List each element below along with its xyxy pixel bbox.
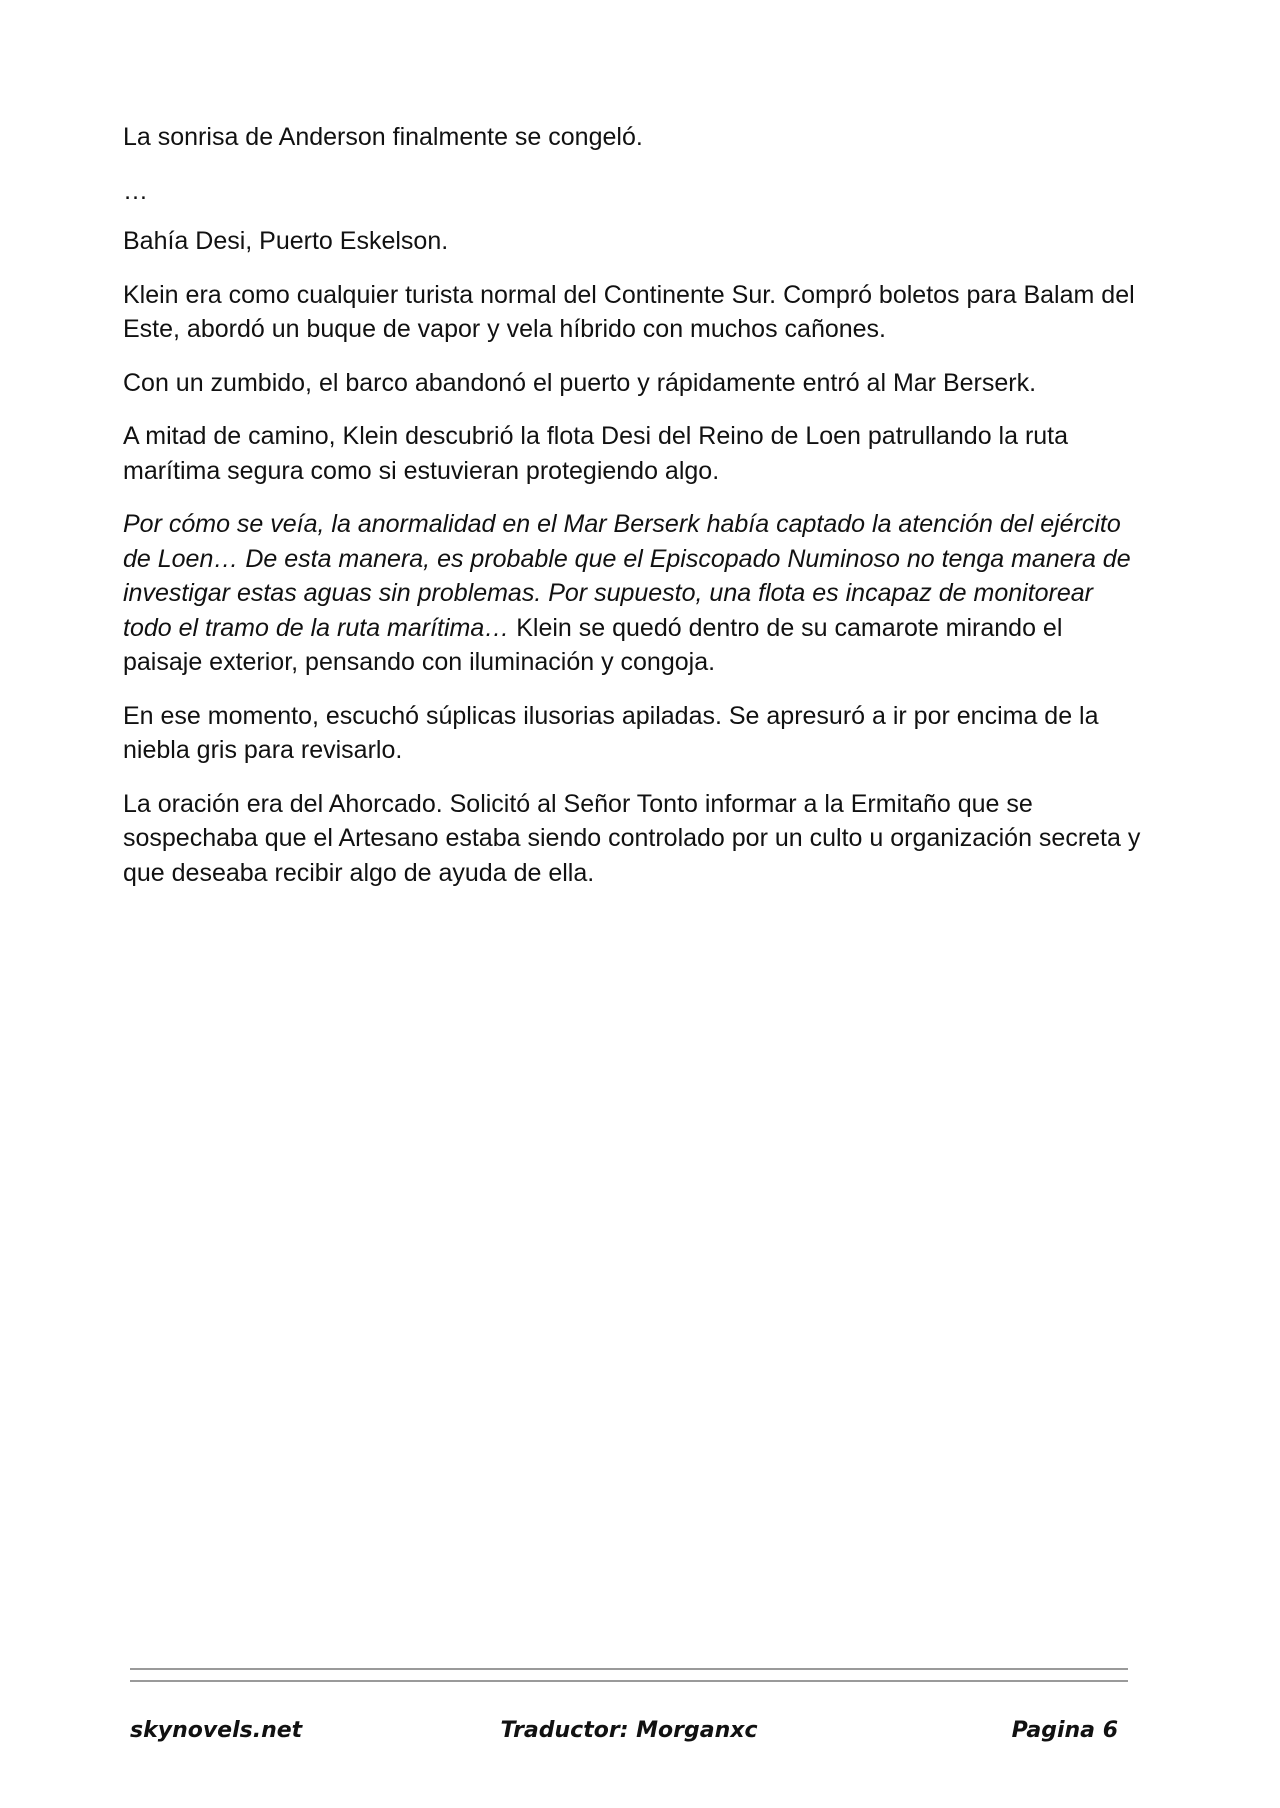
paragraph: La oración era del Ahorcado. Solicitó al Señor Tonto informar a la Ermitaño que se sospechaba que el Artesano estaba siendo controlado por un culto u organización secreta y que deseaba recibir algo de ayuda de ella. (123, 789, 1141, 887)
footer-site: skynovels.net (130, 1718, 303, 1743)
scene-break: … (123, 176, 148, 205)
divider-line (130, 1668, 1128, 1670)
paragraph-rest: Klein se quedó dentro de su camarote mirando el paisaje exterior, pensando con iluminación y congoja. (123, 613, 1063, 676)
paragraph: A mitad de camino, Klein descubrió la flota Desi del Reino de Loen patrullando la ruta marítima segura como si estuvieran protegiendo algo. (123, 422, 1069, 485)
paragraph-thought (123, 507, 1143, 680)
footer-translator: Traductor: Morganxc (500, 1718, 758, 1743)
footer-divider (130, 1668, 1128, 1682)
paragraph: Bahía Desi, Puerto Eskelson. (123, 227, 449, 255)
footer-page-number: Pagina 6 (1011, 1718, 1118, 1743)
paragraph: En ese momento, escuchó súplicas ilusorias apiladas. Se apresuró a ir por encima de la niebla gris para revisarlo. (123, 701, 1099, 764)
paragraph: Con un zumbido, el barco abandonó el puerto y rápidamente entró al Mar Berserk. (123, 368, 1037, 397)
document-body (123, 120, 1143, 909)
divider-line (130, 1680, 1128, 1682)
page-footer (130, 1718, 1128, 1752)
paragraph: Klein era como cualquier turista normal del Continente Sur. Compró boletos para Balam del Este, abordó un buque de vapor y vela híbrido con muchos cañones. (123, 280, 1135, 343)
paragraph: La sonrisa de Anderson finalmente se congeló. (123, 123, 643, 151)
italic-thought: Por cómo se veía, la anormalidad en el Mar Berserk había captado la atención del ejército de Loen… De esta manera, es probable que el Episcopado Numinoso no tenga manera de investigar estas aguas sin problemas. Por supuesto, una flota es incapaz de monitorear todo el tramo de la ruta marítima… (123, 510, 1131, 642)
